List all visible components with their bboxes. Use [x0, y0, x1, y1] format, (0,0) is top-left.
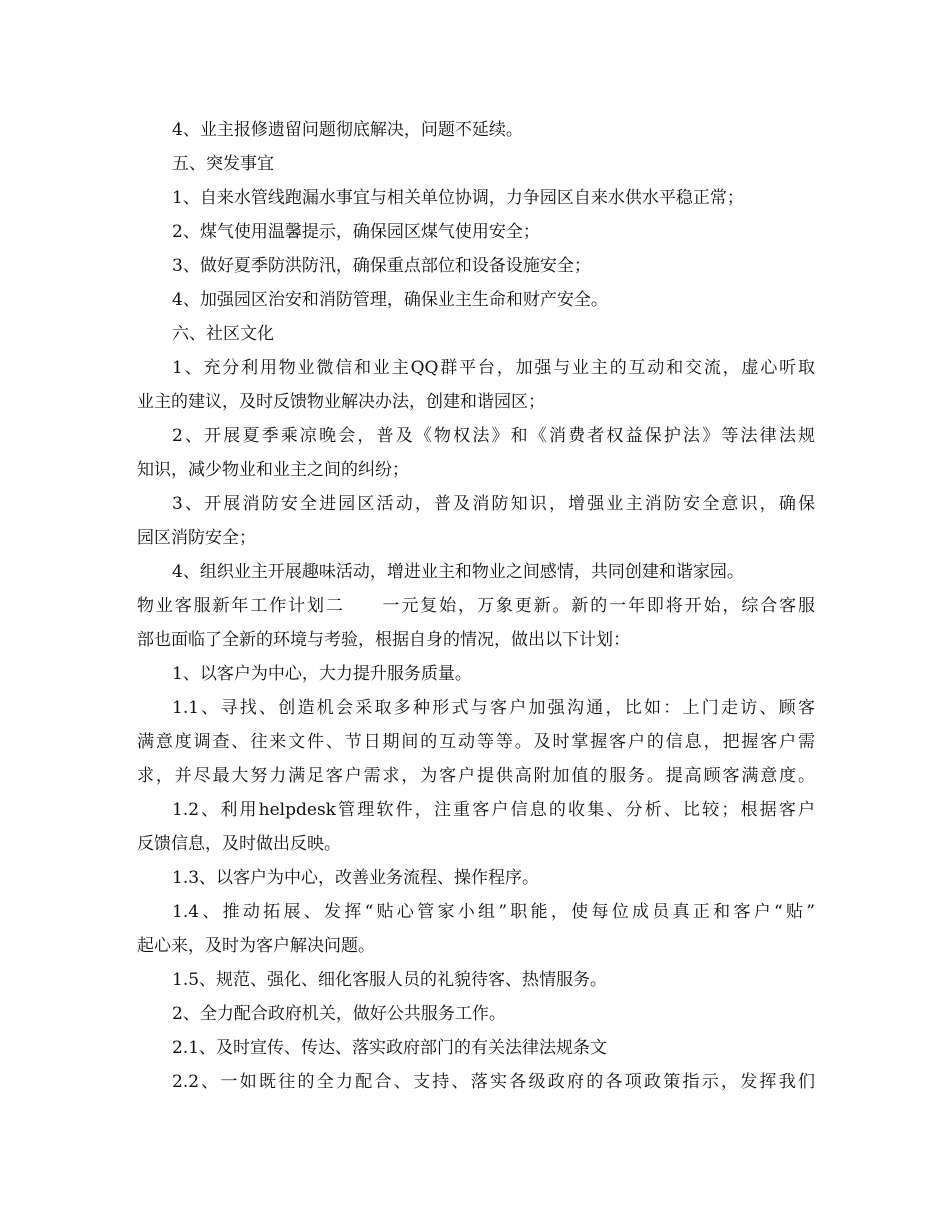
- text-line: 1.1、寻找、创造机会采取多种形式与客户加强沟通，比如：上门走访、顾客: [172, 698, 815, 718]
- text-line: 2、煤气使用温馨提示，确保园区煤气使用安全；: [172, 222, 540, 242]
- text-line: 2、开展夏季乘凉晚会，普及《物权法》和《消费者权益保护法》等法律法规: [172, 426, 815, 446]
- text-line: 求，并尽最大努力满足客户需求，为客户提供高附加值的服务。提高顾客满意度。: [137, 766, 815, 786]
- text-line: 1.2、利用helpdesk管理软件，注重客户信息的收集、分析、比较；根据客户: [172, 800, 815, 820]
- text-line: 园区消防安全；: [137, 528, 256, 548]
- text-line: 3、做好夏季防洪防汛，确保重点部位和设备设施安全；: [172, 256, 591, 276]
- text-line: 1、充分利用物业微信和业主QQ群平台，加强与业主的互动和交流，虚心听取: [172, 358, 815, 378]
- text-line: 4、加强园区治安和消防管理，确保业主生命和财产安全。: [172, 290, 608, 310]
- text-line: 1、自来水管线跑漏水事宜与相关单位协调，力争园区自来水供水平稳正常；: [172, 188, 744, 208]
- text-line: 1.5、规范、强化、细化客服人员的礼貌待客、热情服务。: [172, 970, 608, 990]
- text-line: 2.2、一如既往的全力配合、支持、落实各级政府的各项政策指示，发挥我们: [172, 1072, 815, 1092]
- text-line: 五、突发事宜: [172, 154, 274, 174]
- text-line: 2、全力配合政府机关，做好公共服务工作。: [172, 1004, 506, 1024]
- text-line: 4、组织业主开展趣味活动，增进业主和物业之间感情，共同创建和谐家园。: [172, 562, 744, 582]
- text-line: 知识，减少物业和业主之间的纠纷；: [137, 460, 409, 480]
- text-line: 1.4、推动拓展、发挥“贴心管家小组”职能，使每位成员真正和客户“贴”: [172, 902, 815, 922]
- text-line: 满意度调查、往来文件、节日期间的互动等等。及时掌握客户的信息，把握客户需: [137, 732, 815, 752]
- text-line: 1、以客户为中心，大力提升服务质量。: [172, 664, 472, 684]
- text-line: 业主的建议，及时反馈物业解决办法，创建和谐园区；: [137, 392, 545, 412]
- text-line: 六、社区文化: [172, 324, 274, 344]
- text-line: 3、开展消防安全进园区活动，普及消防知识，增强业主消防安全意识，确保: [172, 494, 815, 514]
- text-line: 1.3、以客户为中心，改善业务流程、操作程序。: [172, 868, 540, 888]
- text-line: 部也面临了全新的环境与考验，根据自身的情况，做出以下计划：: [137, 630, 630, 650]
- text-line: 4、业主报修遗留问题彻底解决，问题不延续。: [172, 120, 523, 140]
- text-line: 2.1、及时宣传、传达、落实政府部门的有关法律法规条文: [172, 1038, 608, 1058]
- text-line: 反馈信息，及时做出反映。: [137, 834, 341, 854]
- text-line: 物业客服新年工作计划二 一元复始，万象更新。新的一年即将开始，综合客服: [137, 596, 815, 616]
- text-line: 起心来，及时为客户解决问题。: [137, 936, 375, 956]
- document-page: [137, 113, 815, 1099]
